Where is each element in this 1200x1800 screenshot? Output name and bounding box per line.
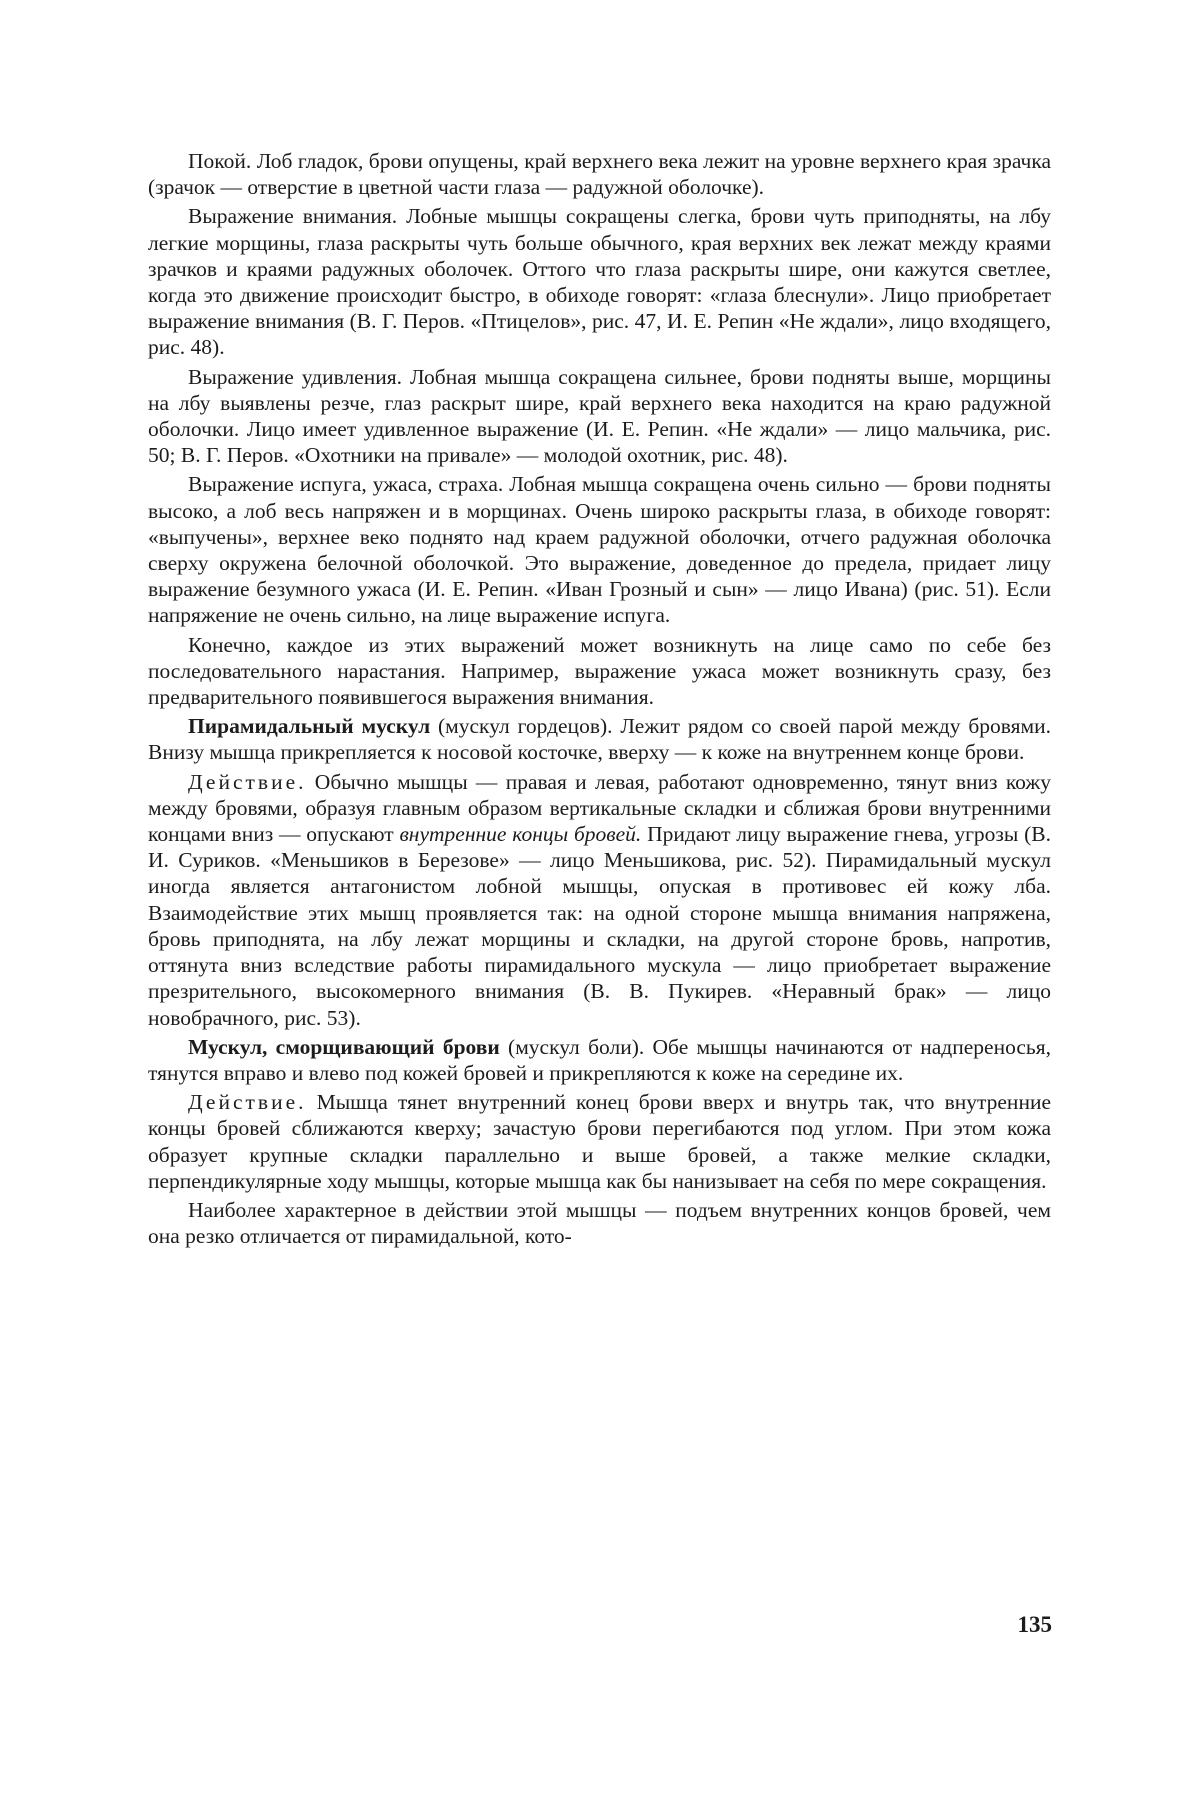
paragraph-corrugator-action <box>148 1089 1051 1194</box>
action-label: Действие. <box>188 769 307 794</box>
paragraph-characteristic <box>148 1197 1051 1249</box>
paragraph-text: Конечно, каждое из этих выражений может возникнуть на лице само по себе без последовательного нарастания. Например, выражение ужаса может возникнуть сразу, без предварительного появившегося выражения внимания. <box>148 632 1051 710</box>
term-heading: Пирамидальный мускул <box>188 714 431 739</box>
paragraph-procerus-action <box>148 769 1051 1031</box>
paragraph-text: Покой. Лоб гладок, брови опущены, край верхнего века лежит на уровне верхнего края зрачка (зрачок — отверстие в цветной части глаза — радужной оболочке). <box>148 149 1051 200</box>
paragraph-corrugator <box>148 1034 1051 1086</box>
paragraph-text: Выражение испуга, ужаса, страха. Лобная мышца сокращена очень сильно — брови подняты высоко, а лоб весь напряжен и в морщинах. Очень широко раскрыты глаза, в обиходе говорят: «выпучены», верхнее веко поднято над краем радужной оболочки, отчего радужная оболочка сверху окружена белочной оболочкой. Это выражение, доведенное до предела, придает лицу выражение безумного ужаса (И. Е. Репин. «Иван Грозный и сын» — лицо Ивана) (рис. 51). Если напряжение не очень сильно, на лице выражение испуга. <box>148 472 1051 628</box>
paragraph-text: Обычно мышцы — правая и левая, работают одновременно, тянут вниз кожу между бровями, образуя главным образом вертикальные складки и сближая брови внутренними концами вниз — опускают <box>148 769 1051 847</box>
paragraph-text-continued: Придают лицу выражение гнева, угрозы (В. И. Суриков. «Меньшиков в Березове» — лицо Меньшикова, рис. 52). Пирамидальный мускул иногда является антагонистом лобной мышцы, опуская в противовес ей кожу лба. Взаимодействие этих мышц проявляется так: на одной стороне мышца внимания напряжена, бровь приподнята, на лбу лежат морщины и складки, на другой стороне бровь, напротив, оттянута вниз вследствие работы пирамидального мускула — лицо приобретает выражение презрительного, высокомерного внимания (В. В. Пукирев. «Неравный брак» — лицо новобрачного, рис. 53). <box>148 822 1052 1030</box>
term-heading: Мускул, сморщивающий брови <box>188 1034 500 1059</box>
book-page <box>148 148 1051 1252</box>
paragraph-attention <box>148 203 1051 360</box>
paragraph-note <box>148 632 1051 711</box>
paragraph-fear <box>148 471 1051 628</box>
paragraph-rest <box>148 148 1051 200</box>
paragraph-text: Выражение удивления. Лобная мышца сокращена сильнее, брови подняты выше, морщины на лбу выявлены резче, глаз раскрыт шире, край верхнего века находится на краю радужной оболочки. Лицо имеет удивленное выражение (И. Е. Репин. «Не ждали» — лицо мальчика, рис. 50; В. Г. Перов. «Охотники на привале» — молодой охотник, рис. 48). <box>148 364 1051 468</box>
paragraph-procerus <box>148 713 1051 765</box>
paragraph-text: Мышца тянет внутренний конец брови вверх и внутрь так, что внутренние концы бровей сближаются кверху; зачастую брови перегибаются под углом. При этом кожа образует крупные складки параллельно и выше бровей, а также мелкие складки, перпендикулярные ходу мышцы, которые мышца как бы нанизывает на себя по мере сокращения. <box>148 1090 1051 1193</box>
paragraph-text: Выражение внимания. Лобные мышцы сокращены слегка, брови чуть приподняты, на лбу легкие морщины, глаза раскрыты чуть больше обычного, края верхних век лежат между краями зрачков и краями радужных оболочек. Оттого что глаза раскрыты шире, они кажутся светлее, когда это движение происходит быстро, в обиходе говорят: «глаза блеснули». Лицо приобретает выражение внимания (В. Г. Перов. «Птицелов», рис. 47, И. Е. Репин «Не ждали», лицо входящего, рис. 48). <box>148 204 1051 360</box>
paragraph-surprise <box>148 364 1051 469</box>
paragraph-text: Наиболее характерное в действии этой мышцы — подъем внутренних концов бровей, чем она резко отличается от пирамидальной, кото- <box>148 1197 1051 1249</box>
paragraph-text: (мускул боли). Обе мышцы начинаются от надпереносья, тянутся вправо и влево под кожей бровей и прикрепляются к коже на середине их. <box>148 1034 1051 1085</box>
italic-phrase: внутренние концы бровей. <box>399 822 642 847</box>
paragraph-text: (мускул гордецов). Лежит рядом со своей парой между бровями. Внизу мышца прикрепляется к носовой косточке, вверху — к коже на внутреннем конце брови. <box>148 714 1052 765</box>
page-number: 135 <box>1017 1612 1052 1637</box>
action-label: Действие. <box>188 1090 307 1115</box>
